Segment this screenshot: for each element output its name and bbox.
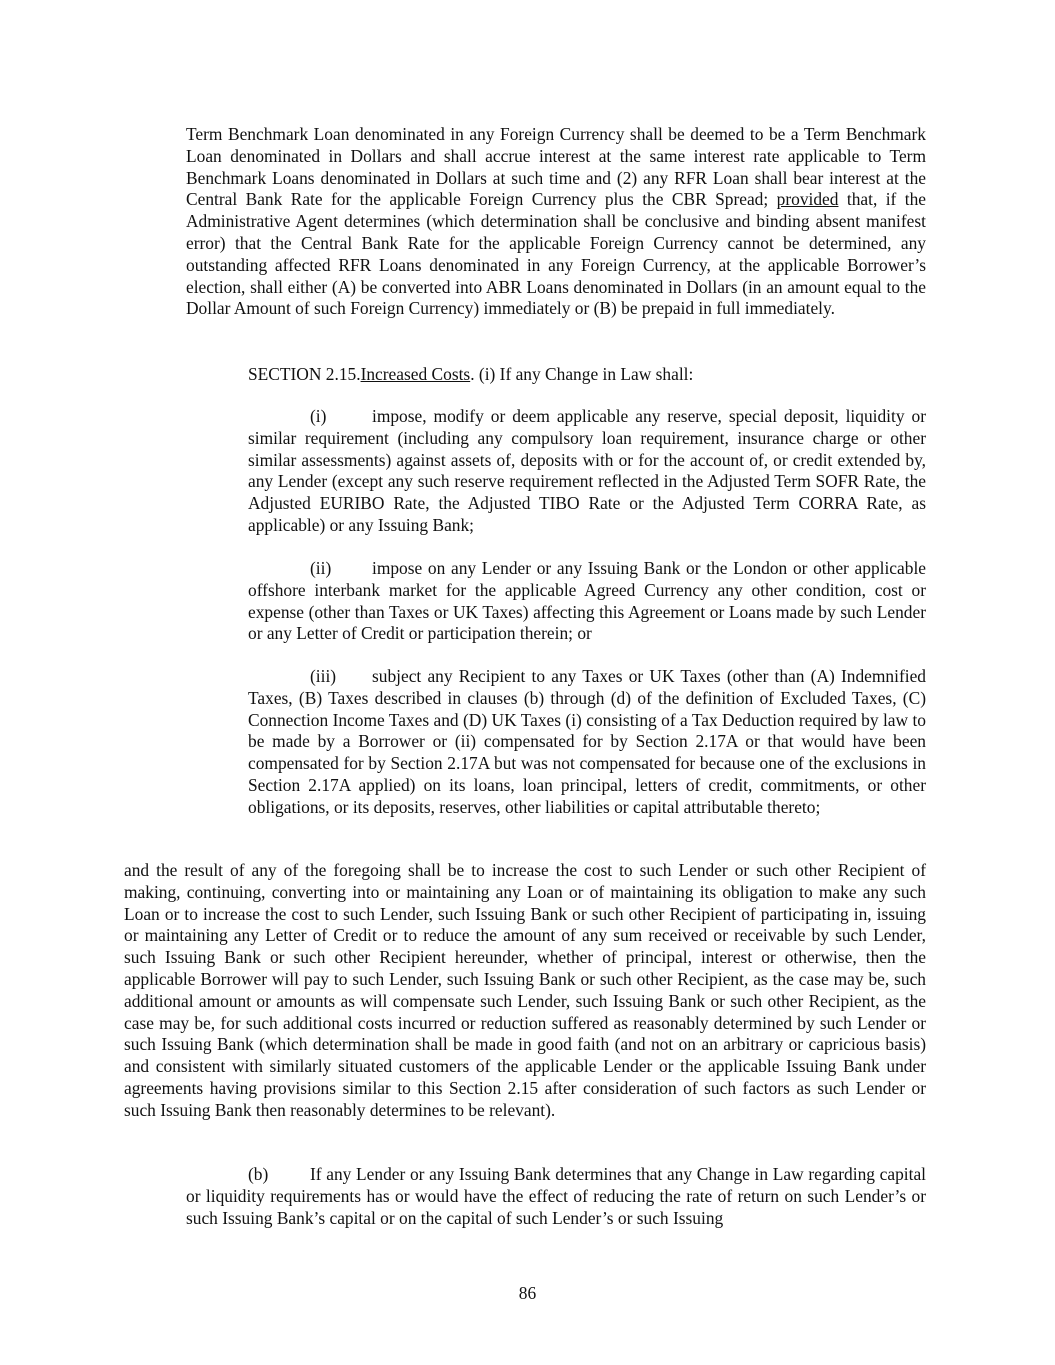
clause-text: subject any Recipient to any Taxes or UK Taxes (other than (A) Indemnified Taxes, (B) Taxes described in clauses (b) through (d) of the definition of Excluded Taxes, (C) Connection Income Taxes and (D) UK Taxes (i) consisting of a Tax Deduction required by law to be made by a Borrower or (ii) compensated for by Section 2.17A or that would have been compensated for by Section 2.17A but was not compensated for because one of the exclusions in Section 2.17A applied) on its loans, loan principal, letters of credit, commitments, or other obligations, or its deposits, reserves, other liabilities or capital attributable thereto; (248, 666, 926, 817)
paragraph-number: (b) (248, 1164, 269, 1184)
clause-text: impose, modify or deem applicable any reserve, special deposit, liquidity or similar requirement (including any compulsory loan requirement, insurance charge or other similar assessments) against assets of, deposits with or for the account of, or credit extended by, any Lender (except any such reserve requirement reflected in the Adjusted Term SOFR Rate, the Adjusted EURIBO Rate, the Adjusted TIBO Rate or the Adjusted Term CORRA Rate, as applicable) or any Issuing Bank; (248, 406, 926, 535)
result-paragraph: and the result of any of the foregoing shall be to increase the cost to such Lender or such other Recipient of making, continuing, converting into or maintaining any Loan or of maintaining its obligation to make any such Loan or to increase the cost to such Lender, such Issuing Bank or such other Recipient of participating in, issuing or maintaining any Letter of Credit or to reduce the amount of any sum received or receivable by such Lender, such Issuing Bank or such other Recipient hereunder, whether of principal, interest or otherwise, then the applicable Borrower will pay to such Lender, such Issuing Bank or such other Recipient, as the case may be, such additional amount or amounts as will compensate such Lender, such Issuing Bank or such other Recipient, as the case may be, for such additional costs incurred or reduction suffered as reasonably determined by such Lender or such Issuing Bank (which determination shall be made in good faith (and not on an arbitrary or capricious basis) and consistent with similarly situated customers of the applicable Lender or the applicable Issuing Bank under agreements having provisions similar to this Section 2.15 after consideration of such factors as such Lender or such Issuing Bank then reasonably determines to be relevant). (124, 860, 926, 1120)
clause-number: (ii) (310, 558, 332, 578)
clause-text: impose on any Lender or any Issuing Bank or the London or other applicable offshore interbank market for the applicable Agreed Currency any other condition, cost or expense (other than Taxes or UK Taxes) affecting this Agreement or Loans made by such Lender or any Letter of Credit or participation therein; or (248, 558, 926, 644)
section-label: SECTION 2.15. (248, 364, 361, 384)
section-lead: . (i) If any Change in Law shall: (470, 364, 694, 384)
clause-i (248, 406, 926, 537)
clause-ii (248, 558, 926, 645)
intro-text-after: that, if the Administrative Agent determines (which determination shall be conclusive and binding absent manifest error) that the Central Bank Rate for the applicable Foreign Currency cannot be determined, any outstanding affected RFR Loans denominated in any Foreign Currency, at the applicable Borrower’s election, shall either (A) be converted into ABR Loans denominated in Dollars (in an amount equal to the Dollar Amount of such Foreign Currency) immediately or (B) be prepaid in full immediately. (186, 189, 927, 319)
intro-text-before: Term Benchmark Loan denominated in any Foreign Currency shall be deemed to be a Term Benchmark Loan denominated in Dollars and shall accrue interest at the same interest rate applicable to Term Benchmark Loans denominated in Dollars at such time and (2) any RFR Loan shall bear interest at the Central Bank Rate for the applicable Foreign Currency plus the CBR Spread; (186, 124, 926, 210)
page-number: 86 (518, 1283, 537, 1303)
section-heading (248, 364, 928, 386)
clause-number: (i) (310, 406, 327, 426)
clause-number: (iii) (310, 666, 337, 686)
intro-paragraph (186, 124, 926, 320)
paragraph-b (186, 1164, 926, 1229)
clause-iii (248, 666, 926, 819)
paragraph-text: If any Lender or any Issuing Bank determines that any Change in Law regarding capital or liquidity requirements has or would have the effect of reducing the rate of return on such Lender’s or such Issuing Bank’s capital or on the capital of such Lender’s or such Issuing (186, 1164, 926, 1228)
provided-term: provided (776, 189, 839, 210)
section-title: Increased Costs (360, 364, 471, 384)
